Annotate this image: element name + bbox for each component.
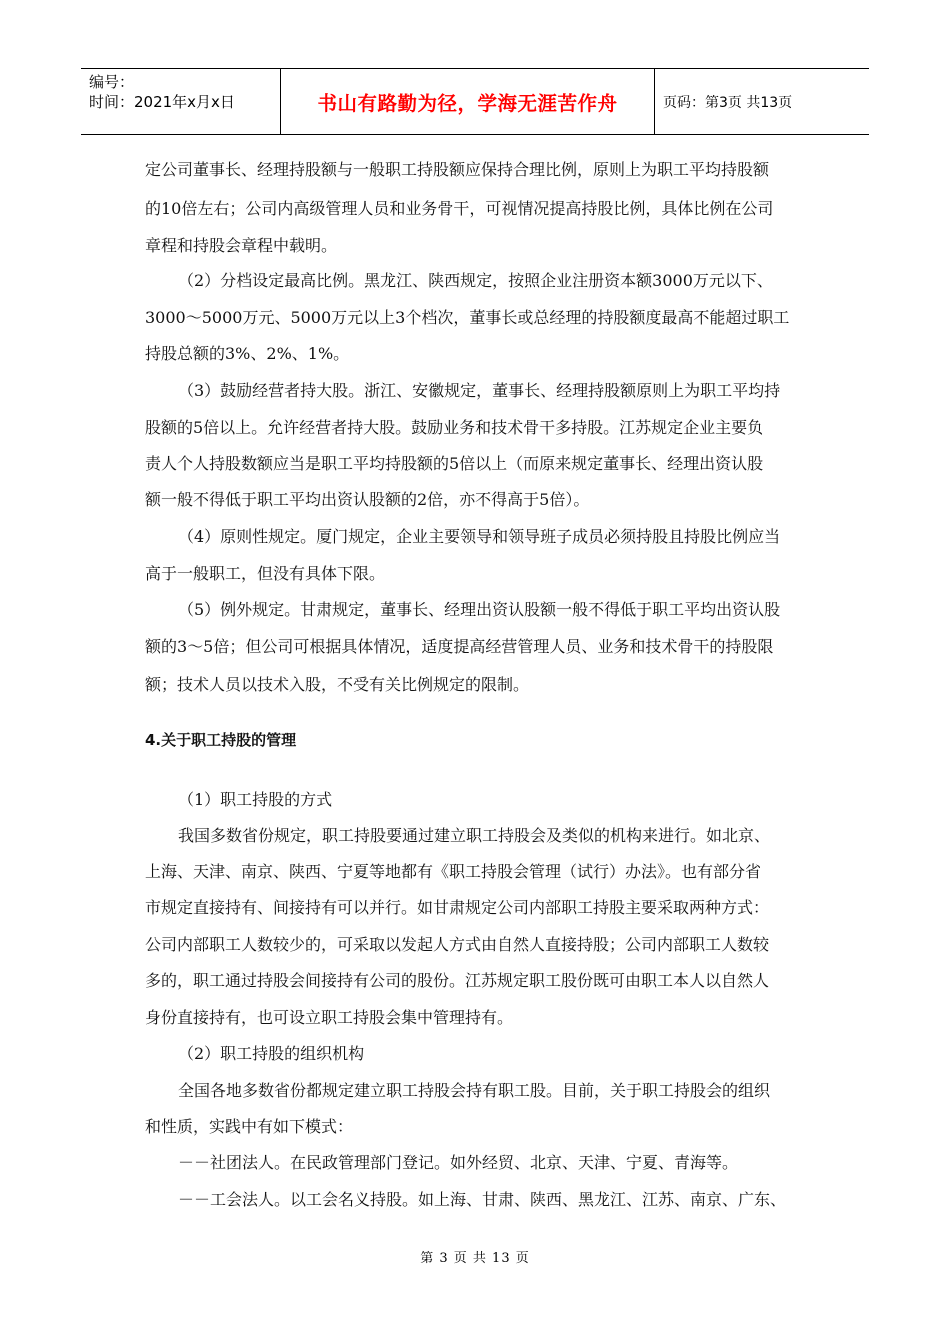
body-line: （3）鼓励经营者持大股。浙江、安徽规定，董事长、经理持股额原则上为职工平均持 xyxy=(178,381,781,400)
body-line: －－社团法人。在民政管理部门登记。如外经贸、北京、天津、宁夏、青海等。 xyxy=(178,1153,739,1172)
header-page-info: 页码：第3页 共13页 xyxy=(663,94,793,111)
body-line: 定公司董事长、经理持股额与一般职工持股额应保持合理比例，原则上为职工平均持股额 xyxy=(145,160,770,179)
page-footer: 第 3 页 共 13 页 xyxy=(420,1251,530,1266)
body-line: （5）例外规定。甘肃规定，董事长、经理出资认股额一般不得低于职工平均出资认股 xyxy=(178,600,781,619)
body-line: －－工会法人。以工会名义持股。如上海、甘肃、陕西、黑龙江、江苏、南京、广东、 xyxy=(178,1190,787,1209)
body-line: 身份直接持有，也可设立职工持股会集中管理持有。 xyxy=(145,1008,514,1027)
document-date-label: 时间：2021年x月x日 xyxy=(89,93,235,111)
body-line: 市规定直接持有、间接持有可以并行。如甘肃规定公司内部职工持股主要采取两种方式： xyxy=(145,898,770,917)
body-line: 全国各地多数省份都规定建立职工持股会持有职工股。目前，关于职工持股会的组织 xyxy=(178,1081,771,1100)
page-header xyxy=(81,68,869,135)
body-line: （1）职工持股的方式 xyxy=(178,790,333,809)
body-line: 额的3～5倍；但公司可根据具体情况，适度提高经营管理人员、业务和技术骨干的持股限 xyxy=(145,637,774,656)
body-line: 多的，职工通过持股会间接持有公司的股份。江苏规定职工股份既可由职工本人以自然人 xyxy=(145,971,770,990)
section-heading: 4.关于职工持股的管理 xyxy=(145,731,297,749)
body-line: 股额的5倍以上。允许经营者持大股。鼓励业务和技术骨干多持股。江苏规定企业主要负 xyxy=(145,418,764,437)
body-line: 持股总额的3%、2%、1%。 xyxy=(145,344,350,363)
body-line: 公司内部职工人数较少的，可采取以发起人方式由自然人直接持股；公司内部职工人数较 xyxy=(145,935,770,954)
body-line: 额；技术人员以技术入股，不受有关比例规定的限制。 xyxy=(145,675,530,694)
body-line: 额一般不得低于职工平均出资认股额的2倍，亦不得高于5倍）。 xyxy=(145,490,590,509)
body-line: （2）分档设定最高比例。黑龙江、陕西规定，按照企业注册资本额3000万元以下、 xyxy=(178,271,773,290)
body-line: 章程和持股会章程中载明。 xyxy=(145,236,338,255)
body-line: （2）职工持股的组织机构 xyxy=(178,1044,365,1063)
body-line: 责人个人持股数额应当是职工平均持股额的5倍以上（而原来规定董事长、经理出资认股 xyxy=(145,454,764,473)
document-number-label: 编号： xyxy=(89,73,135,91)
body-line: 和性质，实践中有如下模式： xyxy=(145,1117,354,1136)
header-meta xyxy=(81,69,281,134)
body-line: 上海、天津、南京、陕西、宁夏等地都有《职工持股会管理（试行）办法》。也有部分省 xyxy=(145,862,762,881)
body-line: 高于一般职工，但没有具体下限。 xyxy=(145,564,386,583)
body-line: 我国多数省份规定，职工持股要通过建立职工持股会及类似的机构来进行。如北京、 xyxy=(178,826,771,845)
body-line: 3000～5000万元、5000万元以上3个档次，董事长或总经理的持股额度最高不能超过职工 xyxy=(145,308,790,327)
header-motto: 书山有路勤为径，学海无涯苦作舟 xyxy=(281,69,655,134)
body-line: （4）原则性规定。厦门规定，企业主要领导和领导班子成员必须持股且持股比例应当 xyxy=(178,527,781,546)
body-line: 的10倍左右；公司内高级管理人员和业务骨干，可视情况提高持股比例，具体比例在公司 xyxy=(145,199,774,218)
